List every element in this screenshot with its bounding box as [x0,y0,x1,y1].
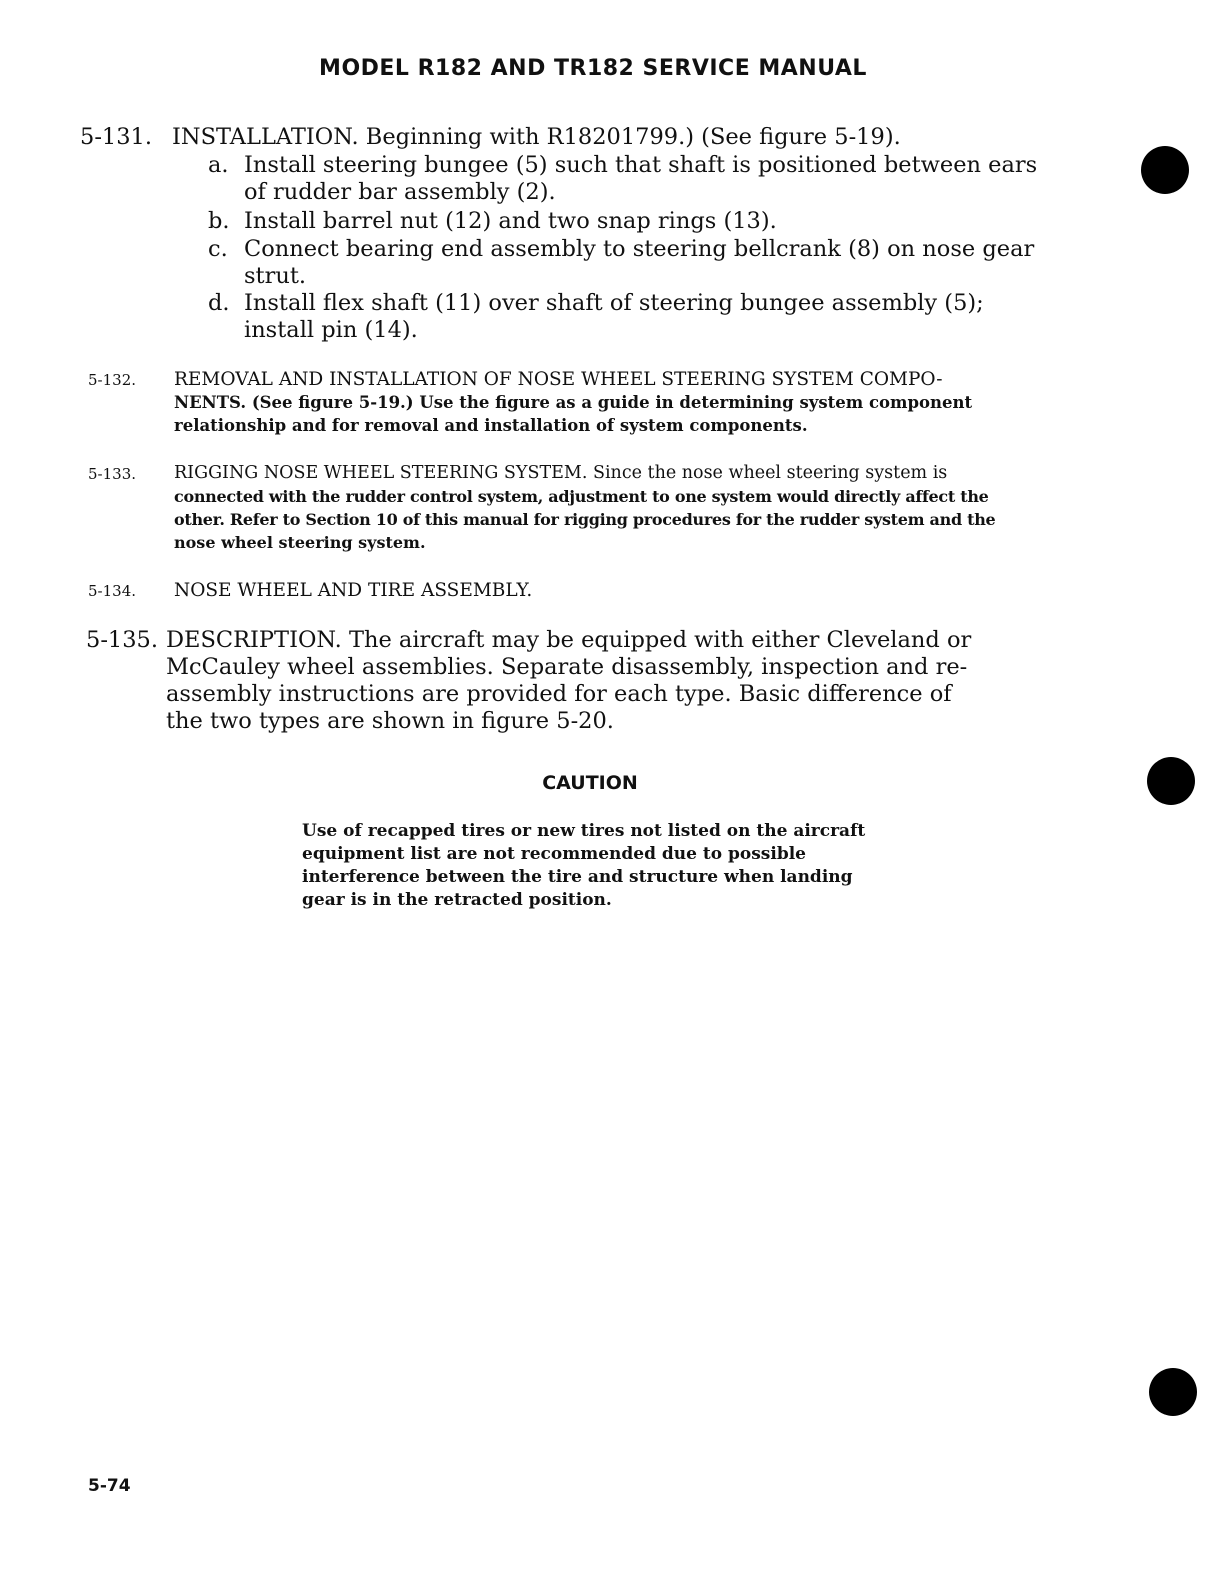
section-body [174,368,972,437]
body-line: nose wheel steering system. [174,533,426,552]
body-line: McCauley wheel assemblies. Separate disassembly, inspection and re- [166,654,968,680]
step-letter: a. [208,152,229,178]
caution-body [302,820,865,912]
caution-line: gear is in the retracted position. [302,890,612,910]
step-letter: d. [208,290,230,316]
caution-title: CAUTION [542,772,638,794]
step-b [208,208,777,235]
body-line: DESCRIPTION. The aircraft may be equipped with either Cleveland or [166,627,972,653]
section-number: 5-133. [88,465,137,483]
body-line: assembly instructions are provided for each type. Basic difference of [166,681,952,707]
caution-line: equipment list are not recommended due to possible [302,844,806,864]
step-d [208,290,984,344]
body-line: connected with the rudder control system, adjustment to one system would directly affect the [174,487,989,506]
caution-line: Use of recapped tires or new tires not listed on the aircraft [302,821,866,841]
binder-hole-mark [1147,757,1195,805]
body-line: relationship and for removal and installation of system components. [174,416,808,435]
step-text: Install barrel nut (12) and two snap rings (13). [244,208,777,234]
section-body [166,627,971,735]
section-number: 5-131. [80,124,153,150]
caution-line: interference between the tire and structure when landing [302,867,853,887]
section-title: NOSE WHEEL AND TIRE ASSEMBLY. [174,580,533,601]
step-text: Install steering bungee (5) such that shaft is positioned between ears [244,152,1038,178]
step-text-cont: install pin (14). [244,317,418,343]
step-text: Connect bearing end assembly to steering bellcrank (8) on nose gear [244,236,1035,262]
page-number: 5-74 [88,1476,131,1496]
step-text-cont: of rudder bar assembly (2). [244,179,556,205]
step-text-cont: strut. [244,263,307,289]
section-number: 5-132. [88,371,137,389]
section-title: INSTALLATION. Beginning with R18201799.) (See figure 5-19). [172,124,901,150]
body-line: the two types are shown in figure 5-20. [166,708,614,734]
section-body [174,462,995,554]
binder-hole-mark [1141,146,1189,194]
body-line: RIGGING NOSE WHEEL STEERING SYSTEM. Since the nose wheel steering system is [174,463,948,483]
page-header: MODEL R182 AND TR182 SERVICE MANUAL [319,56,867,81]
step-c [208,236,1034,290]
body-line: NENTS. (See figure 5-19.) Use the figure as a guide in determining system component [174,393,973,412]
step-text: Install flex shaft (11) over shaft of steering bungee assembly (5); [244,290,984,316]
body-line: other. Refer to Section 10 of this manual for rigging procedures for the rudder system and the [174,510,996,529]
step-a [208,152,1037,206]
section-number: 5-134. [88,582,137,600]
section-number: 5-135. [86,627,159,653]
binder-hole-mark [1149,1368,1197,1416]
step-letter: b. [208,208,230,234]
body-line: REMOVAL AND INSTALLATION OF NOSE WHEEL STEERING SYSTEM COMPO- [174,369,943,390]
step-letter: c. [208,236,228,262]
